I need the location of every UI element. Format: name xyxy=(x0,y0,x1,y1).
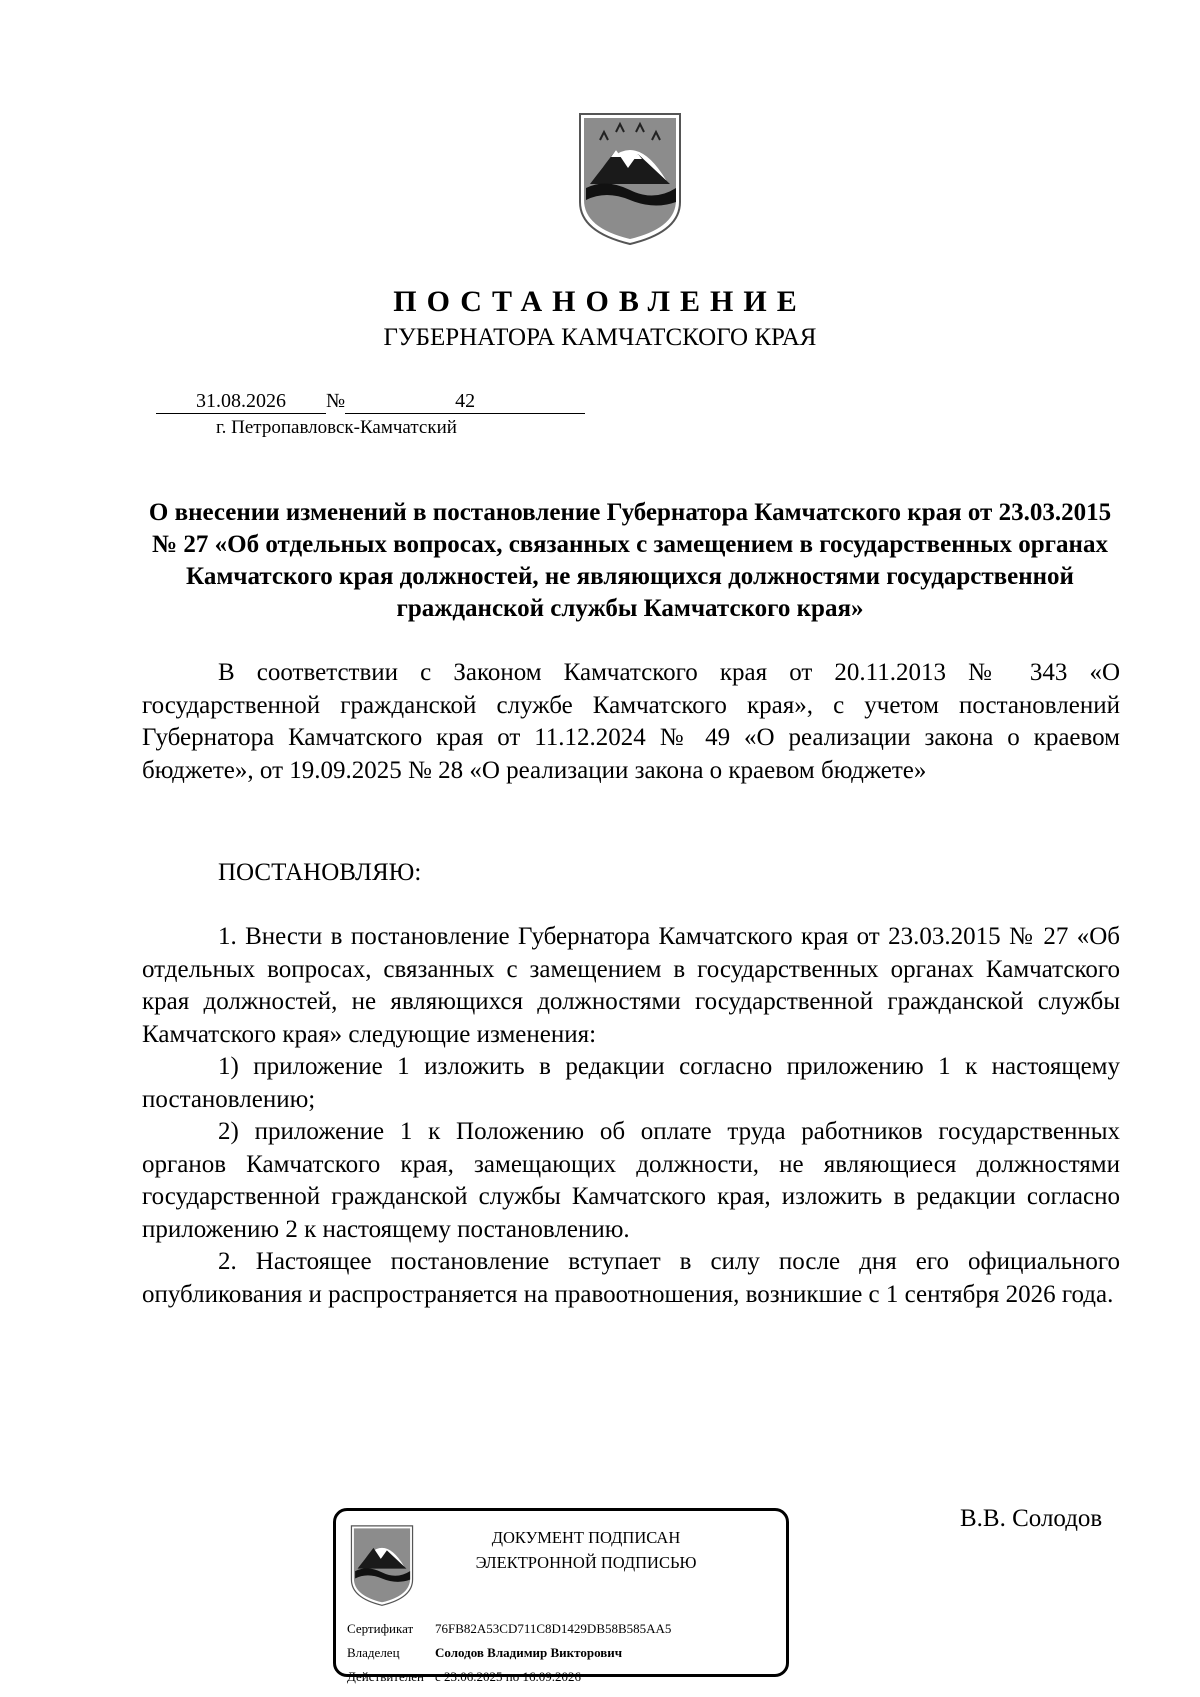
kamchatka-coat-of-arms-icon xyxy=(349,1523,415,1607)
certificate-value: 76FB82A53CD711C8D1429DB58B585AA5 xyxy=(435,1621,672,1636)
preamble-text: В соответствии с Законом Камчатского края от 20.11.2013 № 343 «О государственной гражданской службе Камчатского края», с учетом постановлений Губернатора Камчатского края от 11.12.2024 № 49 «О реализации закона о краевом бюджете», от 19.09.2025 № 28 «О реализации закона о краевом бюджете» xyxy=(142,659,1120,784)
document-number: 42 xyxy=(345,390,585,414)
number-label: № xyxy=(326,390,346,412)
certificate-label: Сертификат xyxy=(347,1621,414,1636)
item-2: 2. Настоящее постановление вступает в силу после дня его официального опубликования и распространяется на правоотношения, возникшие с 1 сентября 2026 года. xyxy=(142,1248,1120,1308)
stamp-line-2: ЭЛЕКТРОННОЙ ПОДПИСЬЮ xyxy=(475,1553,697,1572)
item-1-2: 2) приложение 1 к Положению об оплате труда работников государственных органов Камчатского края, замещающих должности, не являющиеся должностями государственной гражданской службы Камчатского края, изложить в редакции согласно приложению 2 к настоящему постановлению. xyxy=(142,1118,1120,1243)
city: г. Петропавловск-Камчатский xyxy=(216,417,457,438)
date-number-line xyxy=(156,390,585,414)
stamp-heading xyxy=(426,1525,746,1575)
validity-label: Действителен xyxy=(347,1669,424,1684)
signer-name: В.В. Солодов xyxy=(960,1505,1103,1532)
preamble xyxy=(142,657,1120,787)
kamchatka-coat-of-arms-icon xyxy=(576,110,684,246)
document-heading: О внесении изменений в постановление Губернатора Камчатского края от 23.03.2015 № 27 «Об отдельных вопросах, связанных с замещением в государственных органах Камчатского края должностей, не являющихся должностями государственной гражданской службы Камчатского края» xyxy=(148,499,1112,622)
stamp-certificate-row xyxy=(347,1621,671,1637)
validity-value: с 23.06.2025 по 16.09.2026 xyxy=(435,1669,581,1684)
document-date: 31.08.2026 xyxy=(156,390,326,414)
decree-word: ПОСТАНОВЛЯЮ: xyxy=(218,859,422,886)
issuer-title: ГУБЕРНАТОРА КАМЧАТСКОГО КРАЯ xyxy=(383,324,817,351)
electronic-signature-stamp xyxy=(333,1508,789,1684)
decree-items xyxy=(142,921,1120,1311)
stamp-validity-row xyxy=(347,1669,581,1685)
item-1-1: 1) приложение 1 изложить в редакции согласно приложению 1 к настоящему постановлению; xyxy=(142,1053,1120,1113)
stamp-owner-row xyxy=(347,1645,622,1661)
owner-value: Солодов Владимир Викторович xyxy=(435,1645,623,1660)
owner-label: Владелец xyxy=(347,1645,400,1660)
stamp-line-1: ДОКУМЕНТ ПОДПИСАН xyxy=(491,1528,681,1547)
item-1: 1. Внести в постановление Губернатора Камчатского края от 23.03.2015 № 27 «Об отдельных вопросах, связанных с замещением в государственных органах Камчатского края должностей, не являющихся должностями государственной гражданской службы Камчатского края» следующие изменения: xyxy=(142,923,1120,1048)
document-type-title: ПОСТАНОВЛЕНИЕ xyxy=(393,285,807,318)
